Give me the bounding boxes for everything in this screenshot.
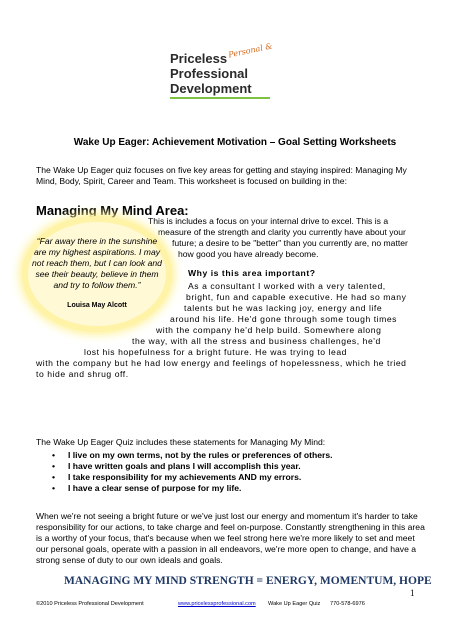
logo-underline [170,97,270,99]
quiz-statement: • I have written goals and plans I will accomplish this year. [52,461,333,472]
why-heading: Why is this area important? [188,268,316,278]
quiz-statement: • I have a clear sense of purpose for my life. [52,483,333,494]
why-line: with the company but he had low energy and feelings of hopelessness, which he tried [36,358,407,368]
why-line: talents but he was lacking joy, energy and life [184,303,383,313]
focus-line: how good you have already become. [178,249,319,259]
footer-quiz-name: Wake Up Eager Quiz [268,601,321,607]
quote-text: “Far away there in the sunshine are my highest aspirations. I may not reach them, but I can look and see their beauty, believe in them and try to follow them.” [32,236,162,290]
closing-paragraph: When we're not seeing a bright future or we've just lost our energy and momentum it's harder to take responsibility for our actions, to take charge and feel on-purpose. Constantly strengthening in this area is a worthy of your focus, that's because when we feel strong here we're more likely to set and meet our personal goals, operate with a passion in all endeavors, we're more open to change, and have a strong sense of duty to our own ideals and goals. [36,511,425,565]
intro-paragraph: The Wake Up Eager quiz focuses on five key areas for getting and staying inspired: Managing My Mind, Body, Spirit, Career and Team. This worksheet is focused on building in the: [36,165,407,186]
quiz-statement: • I live on my own terms, not by the rules or preferences of others. [52,450,333,461]
strength-summary: MANAGING MY MIND STRENGTH = ENERGY, MOMENTUM, HOPE [64,575,432,587]
logo-word-priceless: Priceless [170,51,228,66]
logo-word-development: Development [170,81,252,96]
why-line: around his life. He'd gone through some tough times [170,314,397,324]
why-line: the way, with all the stress and business challenges, he'd [132,336,381,346]
quiz-intro: The Wake Up Eager Quiz includes these statements for Managing My Mind: [36,437,326,447]
why-line: with the company he'd help build. Somewhere along [156,325,382,335]
logo-tagline: Personal & [227,41,274,60]
why-line: to hide and shrug off. [36,369,129,379]
document-title: Wake Up Eager: Achievement Motivation – Goal Setting Worksheets [73,137,397,148]
page-number: 1 [410,588,415,598]
focus-line: future; a desire to be "better" than you currently are, no matter [172,238,408,248]
footer-copyright: ©2010 Priceless Professional Development [36,601,144,607]
company-logo [170,41,320,102]
footer-phone: 770-578-6976 [330,601,365,607]
footer-website-link[interactable]: www.pricelessprofessional.com [178,601,256,607]
quiz-statement-list [52,450,333,494]
quiz-statement: • I take responsibility for my achievements AND my errors. [52,472,333,483]
section-heading: Managing My Mind Area: [36,203,189,218]
why-line: As a consultant I worked with a very talented, [188,281,386,291]
why-line: lost his hopefulness for a bright future. He was trying to lead [84,347,347,357]
focus-line: This is includes a focus on your internal drive to excel. This is a [148,216,389,226]
logo-word-professional: Professional [170,66,249,81]
why-line: bright, fun and capable executive. He had so many [186,292,407,302]
focus-line: measure of the strength and clarity you currently have about your [158,227,406,237]
quote-author: Louisa May Alcott [67,302,127,309]
